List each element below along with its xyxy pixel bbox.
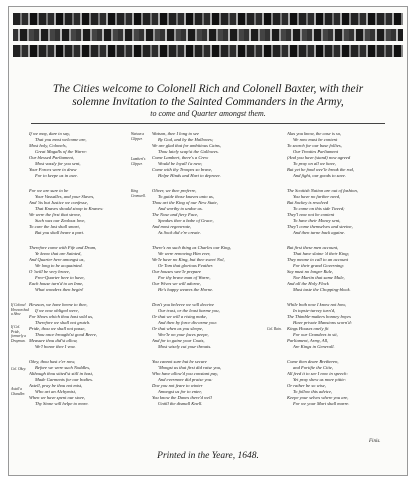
verse-line: Who have allow'd you constant pay, [152,371,219,376]
margin-note: King Cromwell. [131,189,146,198]
verse-line: Our trust, or the least harme you, [158,308,220,313]
imprint: Printed in the Yeare, 1648. [157,451,259,461]
verse-line: Helpe Hinds and Hart to deprave. [158,173,221,178]
verse-line: That have slaine 'd their King; [293,251,350,256]
verse-line: Nor Martin that same Mule, [293,275,345,280]
verse-line: We were the first that strove, [29,212,82,217]
verse-line: The Thimble-makers bonney boyes [287,314,351,319]
verse-line: For their grand Governing: [293,263,345,268]
verse-line: We'le have no King, but thee sweet Nol, [152,257,225,262]
verse-line: We were removing Him ever, [158,251,211,256]
verse-line: Or rather be so wise, [287,383,326,388]
margin-note: If Col. Pride, formerly a Drayman. [11,325,27,343]
stanza [287,245,399,302]
verse-line: And Quarter here amongst us, [29,257,85,262]
verse-line: But first these men account, [287,245,339,250]
verse-line: Oliver, we thee preferre, [152,188,197,193]
verse-line: Untill the dismall Knell. [158,401,203,406]
verse-line: To guide those knaves unto us, [158,194,214,199]
verse-line: Made Garments for our bodies. [35,377,94,382]
stanza [152,131,277,188]
verse-line: Great Magalls of the Warre: [35,149,88,154]
verse-line: When we have spent our store, [29,395,86,400]
verse-line: For we your Mart shall marre. [293,401,350,406]
stanza [29,302,141,359]
verse-line: Your Vassalles, and your Slaves, [35,194,95,199]
verse-line: Wee'le on your faces peepe, [158,332,209,337]
stanza [152,245,277,302]
verse-line: Say must no longer Rule, [287,269,334,274]
stanza [287,359,399,416]
verse-line: Or Tom that glorious Feather. [158,263,214,268]
verse-line: Your Forces were to draw [29,167,77,172]
verse-line: Thou art the King of our New State, [152,200,218,205]
verse-line: Therefore come with Fife and Drum, [29,245,97,250]
finis-mark: Finis. [369,439,381,444]
margin-note: Lambert's Clipper. [131,157,146,166]
verse-line: All feed it to see I now in speech: [287,371,348,376]
woodcut-ornament [9,7,407,71]
verse-line: Or that we will a rising make, [152,314,207,319]
verse-line: Would be loyall t'a new; [158,161,203,166]
verse-line: Our Treaties Parliament [293,149,339,154]
verse-line: The Scottish Nation are out of fashion, [287,188,358,193]
verse-line: Amongst us for to enter, [158,389,202,394]
stanza [287,131,399,188]
verse-line: For our Grandees to sit, [293,332,338,337]
verse-line: Our blessed Parliament, [29,155,75,160]
verse-line: Must taste the Chopping-block. [293,287,351,292]
verse-line: Who art an Alchymist, [35,389,77,394]
ornament-band [13,13,403,25]
page-subtitle: to come and Quarter amongst them. [150,109,266,118]
verse-line: We'l honor thee I vow. [35,344,76,349]
verse-line: Alas you know, the case is so, [287,131,342,136]
verse-line: The Nose and fiery Face, [152,212,199,217]
margin-note: If Colonel Hewson had a Shoe [11,303,29,317]
margin-note: Col. Rain. [267,327,282,331]
verse-line: Each house turn'd to an Inne, [29,281,84,286]
stanza [29,131,141,188]
verse-column-3 [287,131,399,416]
verse-line: They'l come themselves and streine, [287,224,353,229]
verse-line: Free-Quarter here to have, [35,275,85,280]
verse-line: While both now I know not how, [287,302,346,307]
title-line: The Cities welcome to Colonell Rich and Colonell Baxter, with their [52,83,364,95]
verse-line: Watson, thee I long to see [152,131,200,136]
verse-line: Come with thy Troopes so brave, [152,167,213,172]
verse-line: You know the Danes there'd well [152,395,212,400]
margin-note: Axtell a Chandler. [11,387,26,396]
verse-line: To cure the last shall smart, [29,224,80,229]
verse-line: If we may, dare to say, [29,131,71,136]
divider [31,123,385,124]
verse-line: And fight, our goods to save. [293,173,346,178]
verse-line: And for to gaine your Coats, [152,338,205,343]
verse-line: Most holy, Colonels, [29,143,67,148]
verse-line: O 'twill be very brave, [29,269,70,274]
verse-line: Most vassly for you sent, [35,161,81,166]
broadside-sheet [8,6,408,476]
page-title [9,83,407,109]
stanza [152,359,277,416]
verse-line: In topsie-turvey turn'd, [293,308,336,313]
ornament-band [13,45,403,57]
verse-line: Doe you not feare to winter [152,383,203,388]
verse-line: You cannot sure but be secure [152,359,207,364]
verse-line: But yet he fond wee'le break the rod, [287,167,354,172]
verse-column-1 [29,131,141,416]
verse-line: Thy Stone will helpe to more. [35,401,89,406]
verse-line: Therefore we shall not grutch. [35,320,91,325]
stanza [29,245,141,302]
stanza [152,302,277,359]
verse-line: To search for our base follies, [287,143,342,148]
verse-line: Thou once brought'st good Beere, [35,332,98,337]
verse-line: If we now obliged were, [35,308,79,313]
verse-line: For we are sure to be [29,188,69,193]
verse-line: Or that when as you sleepe, [152,326,204,331]
verse-line: Yet pray shew us more pittie: [293,377,347,382]
verse-line: Speakes thee a babe of Grace, [158,218,214,223]
verse-line: Kings Houses onely fit [287,326,329,331]
verse-line: For to keepe us in awe. [35,173,78,178]
verse-line: To follow this advice, [293,389,333,394]
verse-line: Have private Mansions scorn'd: [293,320,353,325]
verse-line: Don't you beleeve we will deceive [152,302,215,307]
verse-line: Measure thou did'st allow, [29,338,78,343]
verse-line: And then by force dis-arme you: [158,320,218,325]
verse-line: To have their Money sent, [293,218,341,223]
verse-line: To come on this side Tweed; [293,206,345,211]
stanza [287,302,399,359]
verse-line: Thou lately scap'st the Gallowes. [158,149,219,154]
verse-line: And all the Holy Flock [287,281,329,286]
verse-line: What wonders then begin! [35,287,84,292]
stanza [29,359,141,416]
verse-line: And worthy to undoe us. [158,206,203,211]
verse-line: We are glad that for ambitious Cains, [152,143,221,148]
verse-line: That Knaves should stoop to Knaves: [35,206,104,211]
verse-line: We long to be acquainted. [35,263,83,268]
verse-line: Such was our Zealous love, [35,218,86,223]
margin-note: Watson a Clipper. [131,132,145,141]
verse-line: Are Kings in Generall. [293,344,335,349]
verse-line: Parliament, Army, All, [287,338,329,343]
verse-line: That you most welcome are, [35,137,87,142]
verse-line: They'l now not be content [287,212,335,217]
verse-line: And then turne back againe. [293,230,345,235]
stanza [287,188,399,245]
verse-line: To pray on all we have, [293,161,336,166]
verse-line: Come Lambert, there's a Crew [152,155,209,160]
verse-line: Come then deare Bretheren, [287,359,339,364]
verse-line: For Shoes which thou hast sold us, [29,314,94,319]
verse-line: Ye know that are Sainted, [35,251,82,256]
verse-line: Axtell, pray be thou not mist, [29,383,83,388]
verse-line: And evermore did praise you: [158,377,213,382]
verse-line: Pride, thou we shall not passe, [29,326,86,331]
verse-line: 'Mongst us that first did raise you, [158,365,222,370]
verse-line: For thy brave man of Warre, [158,275,211,280]
stanza [29,188,141,245]
verse-column-2 [152,131,277,416]
verse-line: We now must be content [293,137,338,142]
verse-line: As Sock did e're create. [158,230,201,235]
title-line: solemne Invitation to the Sainted Commanders in the Army, [72,96,344,108]
verse-line: Our Wives we will adorne, [152,281,201,286]
verse-line: There's no such thing as Charles our King, [152,245,231,250]
verse-line: By God, and by the Hallowes; [158,137,214,142]
verse-line: Most wisely cut your throats. [158,344,212,349]
verse-line: And 'tis but Justice we confesse, [29,200,88,205]
verse-line: But you shall beare a part. [35,230,85,235]
verse-line: Keepe your selves where you are, [287,395,349,400]
verse-line: Before we were such Noddles, [35,365,91,370]
verse-line: He's happy weares the Horne. [158,287,214,292]
verse-line: You have no farther need, [293,194,341,199]
stanza [152,188,277,245]
ornament-band [13,29,403,41]
verse-line: Our houses wee'le prepare [152,269,201,274]
verse-line: Okey, thou hast e'er now, [29,359,76,364]
verse-line: They meane to call to an account [287,257,348,262]
verse-line: But Sockey is resolved [287,200,329,205]
verse-line: Hewson, we have beene to thee, [29,302,88,307]
verse-line: (And you have (stand) now agreed [287,155,351,160]
verse-line: Although thou sitted'st still in hast, [29,371,94,376]
margin-note: Col. Okey. [11,367,27,371]
verse-line: and Fortifie the Citie, [293,365,334,370]
verse-line: And most regenerate, [152,224,192,229]
